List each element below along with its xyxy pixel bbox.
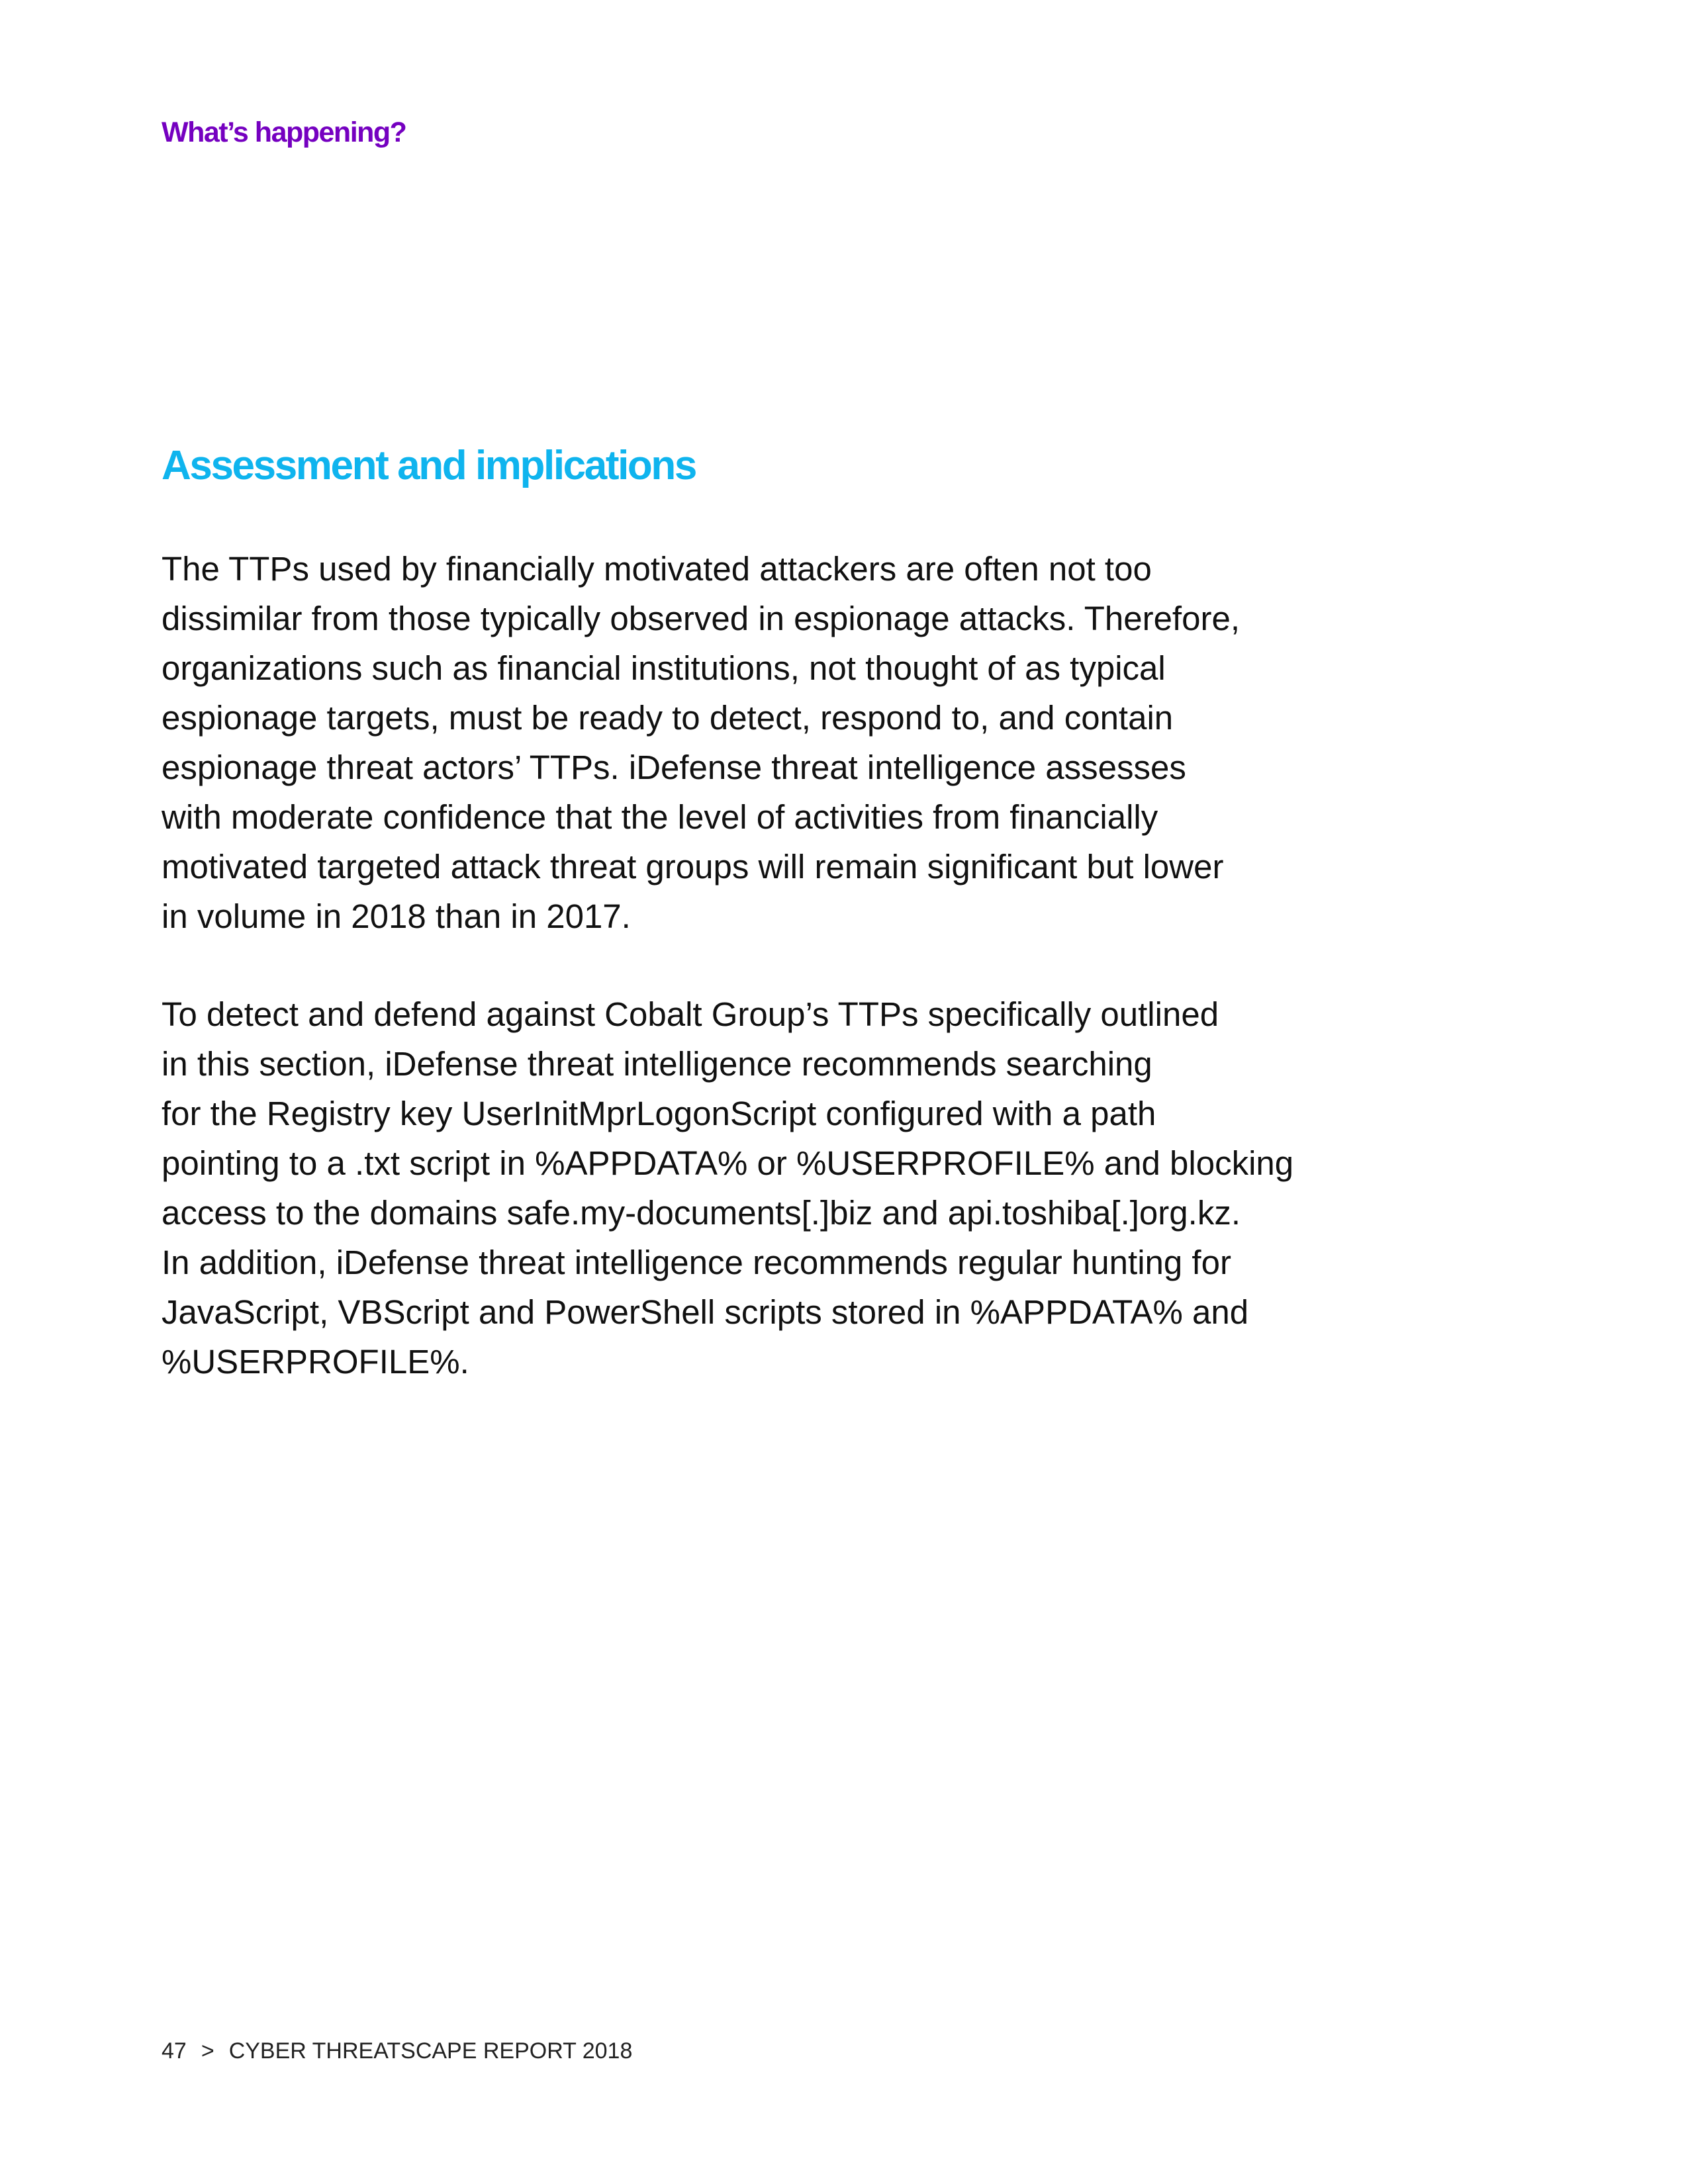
paragraph-line: pointing to a .txt script in %APPDATA% or %USERPROFILE% and blocking <box>162 1144 1294 1182</box>
paragraph-line: dissimilar from those typically observed in espionage attacks. Therefore, <box>162 600 1240 637</box>
paragraph-line: %USERPROFILE%. <box>162 1343 469 1381</box>
paragraph-line: motivated targeted attack threat groups will remain significant but lower <box>162 848 1224 886</box>
paragraph-line: organizations such as financial institutions, not thought of as typical <box>162 649 1166 687</box>
body-paragraph <box>162 544 1373 941</box>
paragraph-line: In addition, iDefense threat intelligence recommends regular hunting for <box>162 1244 1231 1281</box>
paragraph-line: To detect and defend against Cobalt Group’s TTPs specifically outlined <box>162 995 1219 1033</box>
report-title: CYBER THREATSCAPE REPORT 2018 <box>228 2038 633 2064</box>
body-paragraph <box>162 989 1373 1387</box>
paragraph-line: for the Registry key UserInitMprLogonScript configured with a path <box>162 1095 1156 1132</box>
page-footer <box>162 2038 632 2064</box>
section-label: What’s happening? <box>162 116 406 148</box>
paragraph-line: access to the domains safe.my-documents[.]biz and api.toshiba[.]org.kz. <box>162 1194 1241 1232</box>
paragraph-line: in this section, iDefense threat intelligence recommends searching <box>162 1045 1152 1083</box>
paragraph-line: with moderate confidence that the level of activities from financially <box>162 798 1158 836</box>
paragraph-line: in volume in 2018 than in 2017. <box>162 897 631 935</box>
paragraph-line: The TTPs used by financially motivated attackers are often not too <box>162 550 1152 588</box>
footer-separator: > <box>201 2038 214 2064</box>
section-heading: Assessment and implications <box>162 443 696 488</box>
paragraph-line: JavaScript, VBScript and PowerShell scripts stored in %APPDATA% and <box>162 1293 1249 1331</box>
paragraph-line: espionage targets, must be ready to detect, respond to, and contain <box>162 699 1174 737</box>
paragraph-line: espionage threat actors’ TTPs. iDefense threat intelligence assesses <box>162 749 1186 786</box>
page-number: 47 <box>162 2038 187 2064</box>
